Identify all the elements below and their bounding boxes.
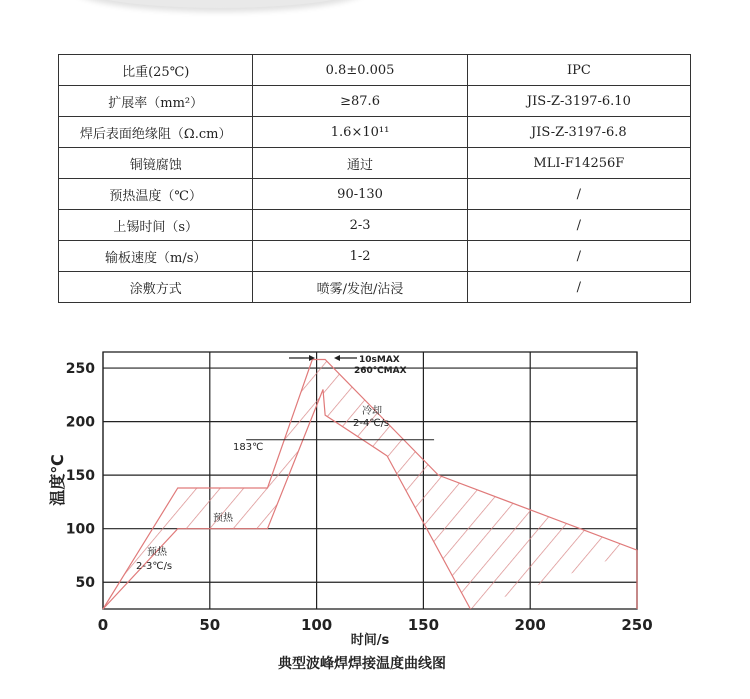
- arrow-left-head: [334, 355, 340, 361]
- spec-table-row: [59, 210, 691, 241]
- temperature-profile-chart: [0, 330, 750, 699]
- spec-standard-cell: /: [467, 272, 690, 303]
- spec-standard-cell: MLI-F14256F: [467, 148, 690, 179]
- spec-value-cell: 90-130: [253, 179, 467, 210]
- spec-table-row: [59, 272, 691, 303]
- y-axis-label: 温度℃: [48, 454, 67, 506]
- spec-standard-cell: /: [467, 179, 690, 210]
- chart-annotation: 预热: [147, 547, 167, 558]
- chart-annotation: 冷却: [362, 406, 382, 417]
- spec-property-cell: 输板速度（m/s）: [59, 241, 253, 272]
- spec-table-row: [59, 148, 691, 179]
- spec-table-row: [59, 117, 691, 148]
- x-axis-label: 时间/s: [350, 633, 390, 648]
- spec-table-row: [59, 179, 691, 210]
- spec-property-cell: 比重(25℃): [59, 55, 253, 86]
- y-tick-label: 150: [65, 468, 95, 485]
- spec-standard-cell: /: [467, 241, 690, 272]
- y-tick-label: 250: [65, 361, 95, 378]
- spec-table-row: [59, 86, 691, 117]
- chart-annotation: 260℃MAX: [354, 366, 407, 376]
- spec-table: [58, 54, 691, 303]
- x-tick-label: 100: [300, 616, 333, 634]
- chart-annotation: 2-4℃/s: [353, 418, 390, 429]
- spec-property-cell: 焊后表面绝缘阻（Ω.cm）: [59, 117, 253, 148]
- spec-value-cell: 2-3: [253, 210, 467, 241]
- y-tick-label: 200: [65, 414, 95, 431]
- y-tick-label: 50: [75, 575, 95, 592]
- spec-standard-cell: IPC: [467, 55, 690, 86]
- x-tick-label: 200: [514, 616, 546, 634]
- spec-standard-cell: JIS-Z-3197-6.8: [467, 117, 690, 148]
- chart-annotation: 2-3℃/s: [136, 561, 173, 572]
- spec-value-cell: ≥87.6: [253, 86, 467, 117]
- spec-property-cell: 预热温度（℃）: [59, 179, 253, 210]
- spec-property-cell: 铜镜腐蚀: [59, 148, 253, 179]
- x-tick-label: 250: [621, 616, 653, 634]
- spec-property-cell: 涂敷方式: [59, 272, 253, 303]
- spec-table-row: [59, 241, 691, 272]
- x-tick-label: 150: [407, 616, 440, 634]
- profile-band-fill: [103, 359, 637, 609]
- y-tick-label: 100: [65, 521, 95, 538]
- spec-value-cell: 喷雾/发泡/沾浸: [253, 272, 467, 303]
- spec-table-row: [59, 55, 691, 86]
- spec-value-cell: 1.6×10¹¹: [253, 117, 467, 148]
- spec-value-cell: 通过: [253, 148, 467, 179]
- top-decorative-arc: [70, 0, 370, 8]
- spec-value-cell: 0.8±0.005: [253, 55, 467, 86]
- spec-property-cell: 扩展率（mm²）: [59, 86, 253, 117]
- spec-property-cell: 上锡时间（s）: [59, 210, 253, 241]
- chart-annotation: 10sMAX: [359, 355, 400, 365]
- x-tick-label: 50: [199, 616, 221, 634]
- spec-standard-cell: /: [467, 210, 690, 241]
- spec-table-body: [59, 55, 691, 303]
- chart-annotation: 183℃: [233, 442, 264, 453]
- spec-standard-cell: JIS-Z-3197-6.10: [467, 86, 690, 117]
- chart-annotation: 预热: [213, 513, 233, 524]
- chart-title: 典型波峰焊焊接温度曲线图: [278, 656, 446, 672]
- x-tick-label: 0: [97, 616, 109, 634]
- spec-value-cell: 1-2: [253, 241, 467, 272]
